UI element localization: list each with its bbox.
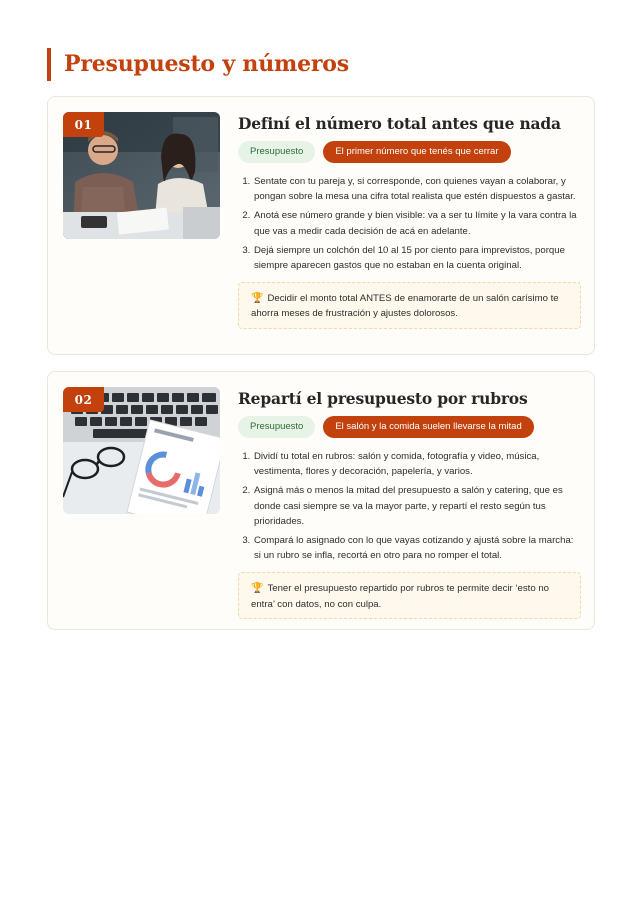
tag-row <box>238 141 581 163</box>
category-tag: Presupuesto <box>238 141 315 163</box>
step-card <box>47 96 595 355</box>
category-tag: Presupuesto <box>238 416 315 438</box>
tag-row <box>238 416 581 438</box>
card-content <box>238 97 581 329</box>
tip-box <box>238 282 581 328</box>
card-title: Definí el número total antes que nada <box>238 114 561 133</box>
trophy-icon: 🏆 <box>251 293 264 305</box>
step-number-badge: 02 <box>63 387 104 412</box>
step-card <box>47 371 595 630</box>
step-number-badge: 01 <box>63 112 104 137</box>
list-item: 1. Sentate con tu pareja y, si corresponde, con quienes vayan a colaborar, y pongan sobre la mesa una cifra total realista que estén dispuestos a gastar. <box>253 174 581 204</box>
steps-list <box>238 449 581 563</box>
tip-box <box>238 572 581 618</box>
list-item: 2. Asigná más o menos la mitad del presupuesto a salón y catering, que es donde casi siempre se va la mayor parte, y repartí el resto según tus prioridades. <box>253 483 581 529</box>
highlight-tag: El salón y la comida suelen llevarse la mitad <box>323 416 533 438</box>
highlight-tag: El primer número que tenés que cerrar <box>323 141 510 163</box>
list-item: 1. Dividí tu total en rubros: salón y comida, fotografía y video, música, vestimenta, flores y decoración, papelería, y varios. <box>253 449 581 479</box>
list-item: 3. Compará lo asignado con lo que vayas cotizando y ajustá sobre la marcha: si un rubro se infla, recortá en otro para no romper el total. <box>253 533 581 563</box>
tip-text: Tener el presupuesto repartido por rubros te permite decir ‘esto no entra’ con datos, no con culpa. <box>251 583 550 610</box>
section-title: Presupuesto y números <box>47 48 349 81</box>
trophy-icon: 🏆 <box>251 583 264 595</box>
card-content <box>238 372 581 619</box>
couple-bills-photo <box>63 112 220 239</box>
list-item: 3. Dejá siempre un colchón del 10 al 15 por ciento para imprevistos, porque siempre aparecen gastos que no estaban en la cuenta original. <box>253 243 581 273</box>
steps-list <box>238 174 581 273</box>
list-item: 2. Anotá ese número grande y bien visible: va a ser tu límite y la vara contra la que vas a medir cada decisión de acá en adelante. <box>253 208 581 238</box>
card-title: Repartí el presupuesto por rubros <box>238 389 528 408</box>
keyboard-budget-photo <box>63 387 220 514</box>
tip-text: Decidir el monto total ANTES de enamorarte de un salón carísimo te ahorra meses de frustración y ajustes dolorosos. <box>251 293 559 320</box>
